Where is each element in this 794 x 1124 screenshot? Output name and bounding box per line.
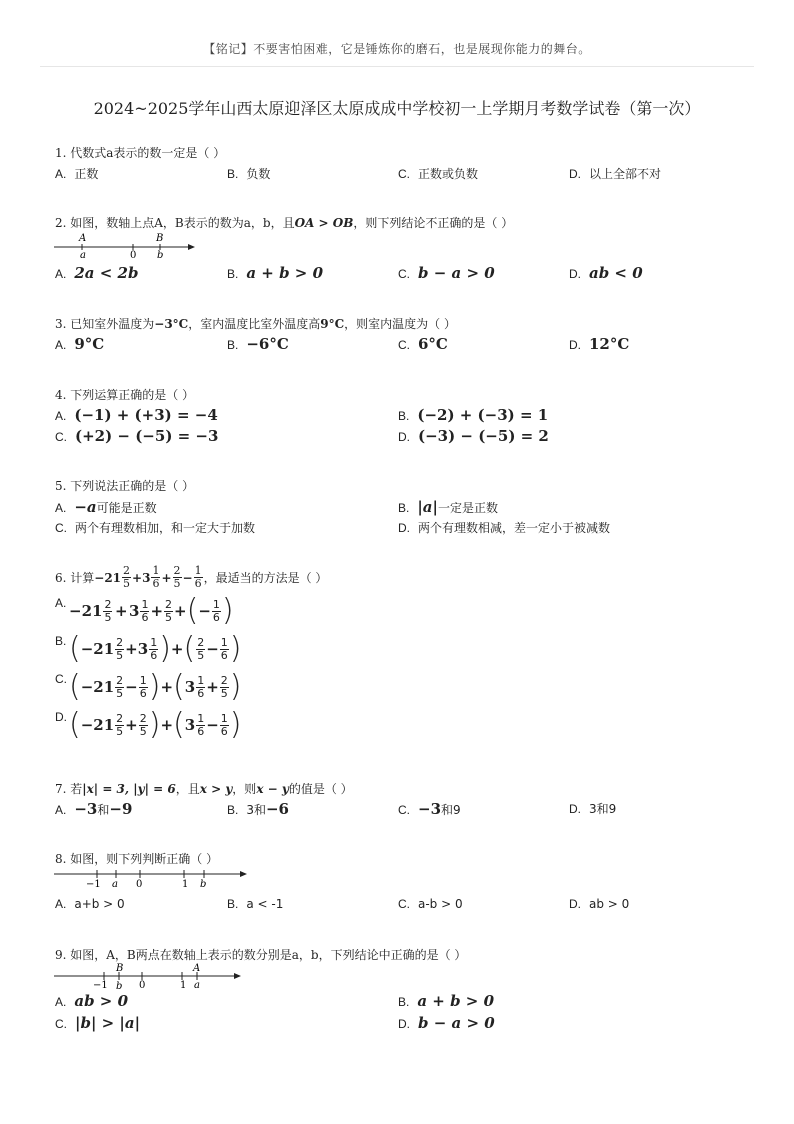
q9-point-b-label: B (116, 963, 124, 974)
q3-option-a[interactable]: A. 9°C (55, 335, 105, 353)
q2-option-a[interactable]: A. 2a < 2b (55, 264, 139, 282)
q8-option-a[interactable]: A. a+b > 0 (55, 897, 125, 911)
motto-banner: 【铭记】不要害怕困难，它是锤炼你的磨石，也是展现你能力的舞台。 (203, 42, 591, 56)
q5-option-a[interactable]: A. −a可能是正数 (55, 498, 157, 516)
header-divider (40, 66, 754, 67)
q2-option-b[interactable]: B. a + b > 0 (227, 264, 324, 282)
q7-option-a[interactable]: A. −3和−9 (55, 800, 133, 818)
q2-point-b-label: B (156, 233, 164, 244)
q8-minus-one: −1 (86, 879, 101, 890)
q4-option-d[interactable]: D. (−3) − (−5) = 2 (398, 427, 549, 445)
q5-option-b[interactable]: B. |a|一定是正数 (398, 498, 498, 516)
q8-option-d[interactable]: D. ab > 0 (569, 897, 630, 911)
question-6-stem: 6. 计算 −21 $\frac{2}{5}$ + 3 $\frac{1}{6}$ + $\frac{2}{5}$ − $\frac{1}{6}$ ，最适当的方法是（ ） (55, 564, 328, 590)
question-4-stem: 4. 下列运算正确的是（ ） (55, 388, 195, 402)
question-8-stem: 8. 如图，则下列判断正确（ ） (55, 852, 219, 866)
q8-value-b: b (200, 879, 207, 890)
q9-minus-one: −1 (93, 980, 108, 991)
q8-number-line (52, 864, 252, 890)
q9-option-b[interactable]: B. a + b > 0 (398, 992, 495, 1010)
q3-option-d[interactable]: D. 12°C (569, 335, 630, 353)
q8-option-b[interactable]: B. a < -1 (227, 897, 284, 911)
q1-option-b[interactable]: B. 负数 (227, 167, 271, 181)
question-2-stem: 2. 如图，数轴上点A，B表示的数为a，b，且OA > OB，则下列结论不正确的是（ ） (55, 216, 514, 230)
q9-one: 1 (180, 980, 187, 991)
q8-value-a: a (112, 879, 118, 890)
question-5-stem: 5. 下列说法正确的是（ ） (55, 479, 195, 493)
q9-point-a-label: A (193, 963, 201, 974)
q3-option-c[interactable]: C. 6°C (398, 335, 448, 353)
q4-option-b[interactable]: B. (−2) + (−3) = 1 (398, 406, 549, 424)
q9-option-c[interactable]: C. |b| > |a| (55, 1014, 141, 1032)
q2-zero: 0 (130, 250, 137, 260)
q2-value-b: b (157, 250, 164, 260)
q9-value-b: b (116, 981, 123, 991)
question-9-stem: 9. 如图，A，B两点在数轴上表示的数分别是a，b，下列结论中正确的是（ ） (55, 948, 467, 962)
q2-point-a-label: A (79, 233, 87, 244)
q7-option-b[interactable]: B. 3和−6 (227, 800, 289, 818)
q2-option-d[interactable]: D. ab < 0 (569, 264, 643, 282)
q1-option-a[interactable]: A. 正数 (55, 167, 99, 181)
q9-option-a[interactable]: A. ab > 0 (55, 992, 129, 1010)
q2-option-c[interactable]: C. b − a > 0 (398, 264, 495, 282)
q9-option-d[interactable]: D. b − a > 0 (398, 1014, 495, 1032)
q5-option-d[interactable]: D. 两个有理数相减，差一定小于被减数 (398, 521, 611, 535)
q7-option-c[interactable]: C. −3和9 (398, 800, 461, 818)
q9-value-a: a (194, 980, 200, 991)
question-1-stem: 1. 代数式a表示的数一定是（ ） (55, 146, 226, 160)
q9-number-line (52, 961, 247, 991)
q9-zero: 0 (139, 980, 146, 991)
q1-option-c[interactable]: C. 正数或负数 (398, 167, 479, 181)
question-7-stem: 7. 若|x| = 3, |y| = 6，且x > y，则x − y的值是（ ） (55, 782, 353, 796)
exam-title: 2024~2025学年山西太原迎泽区太原成成中学校初一上学期月考数学试卷（第一次） (93, 99, 701, 118)
q8-option-c[interactable]: C. a-b > 0 (398, 897, 463, 911)
q4-option-c[interactable]: C. (+2) − (−5) = −3 (55, 427, 219, 445)
q8-zero: 0 (136, 879, 143, 890)
q8-one: 1 (182, 879, 189, 890)
q5-option-c[interactable]: C. 两个有理数相加，和一定大于加数 (55, 521, 256, 535)
q1-option-d[interactable]: D. 以上全部不对 (569, 167, 662, 181)
q3-option-b[interactable]: B. −6°C (227, 335, 289, 353)
q2-number-line (52, 230, 197, 260)
q4-option-a[interactable]: A. (−1) + (+3) = −4 (55, 406, 218, 424)
question-3-stem: 3. 已知室外温度为−3°C，室内温度比室外温度高9°C，则室内温度为（ ） (55, 317, 456, 331)
q7-option-d[interactable]: D. 3和9 (569, 802, 617, 816)
q2-value-a: a (80, 250, 86, 260)
